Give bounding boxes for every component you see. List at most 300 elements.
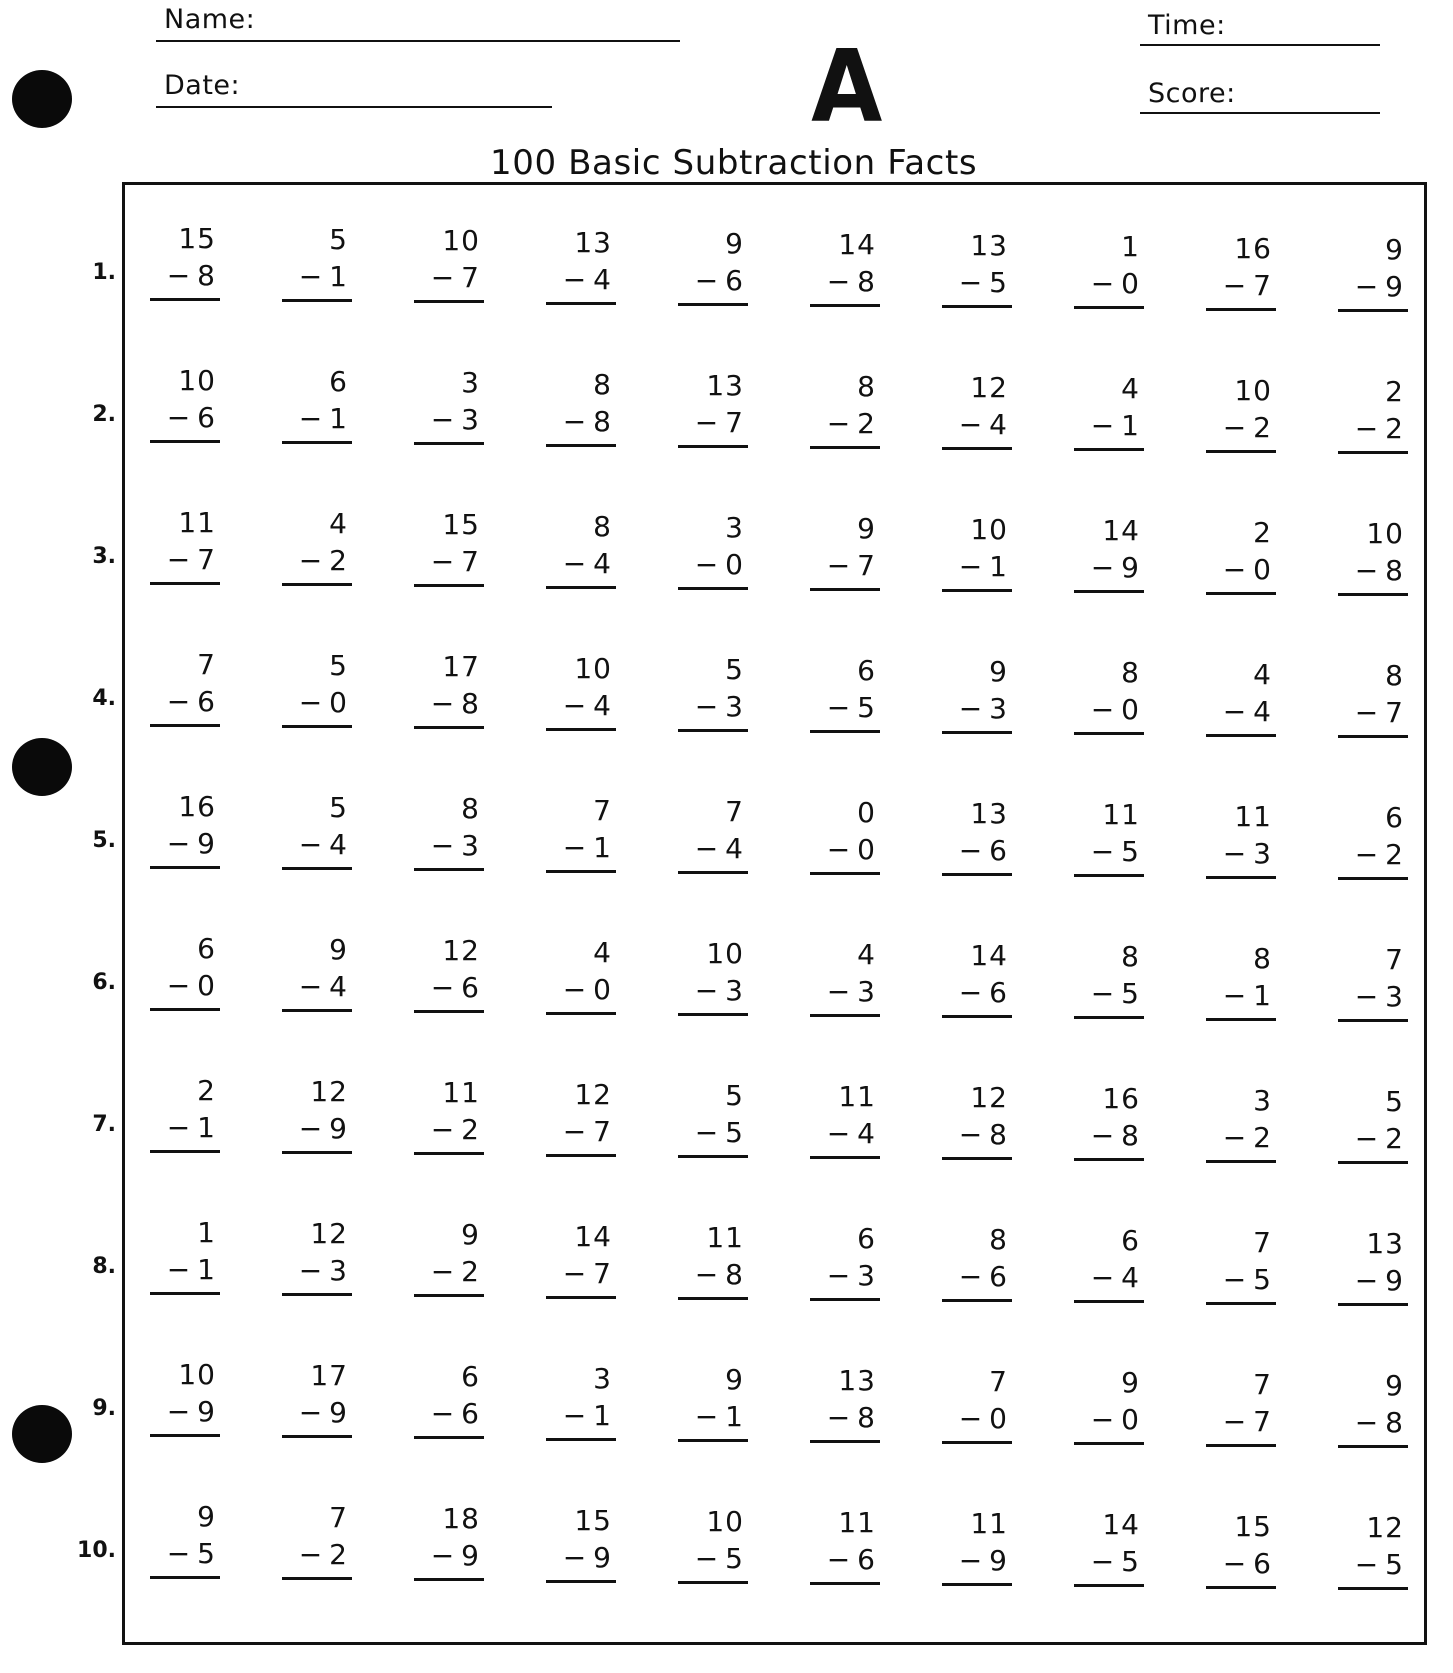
subtrahend <box>431 1255 480 1288</box>
answer-line[interactable] <box>1074 306 1144 309</box>
answer-line[interactable] <box>150 724 220 727</box>
minuend: 18 <box>442 1502 480 1536</box>
answer-line[interactable] <box>942 447 1012 450</box>
subtrahend-value: 4 <box>989 408 1008 442</box>
answer-line[interactable] <box>810 1582 880 1585</box>
answer-line[interactable] <box>282 725 352 728</box>
answer-line[interactable] <box>414 868 484 871</box>
subtrahend <box>827 975 876 1008</box>
subtrahend <box>1223 553 1272 586</box>
answer-line[interactable] <box>282 441 352 444</box>
answer-line[interactable] <box>678 871 748 874</box>
answer-line[interactable] <box>1338 451 1408 454</box>
answer-line[interactable] <box>546 1438 616 1441</box>
row-number: 1. <box>92 260 116 285</box>
subtrahend-value: 3 <box>461 403 480 437</box>
subtrahend-value: 7 <box>725 405 744 439</box>
answer-line[interactable] <box>150 866 220 869</box>
answer-line[interactable] <box>1206 308 1276 311</box>
subtrahend <box>563 1257 612 1290</box>
answer-line[interactable] <box>1338 1445 1408 1448</box>
minus-sign: − <box>958 550 984 584</box>
minuend: 4 <box>1253 657 1272 691</box>
subtrahend-value: 2 <box>329 1538 348 1572</box>
minuend: 12 <box>310 1075 348 1109</box>
answer-line[interactable] <box>546 302 616 305</box>
answer-line[interactable] <box>942 1583 1012 1586</box>
subtraction-problem <box>810 938 880 1018</box>
minus-sign: − <box>1090 267 1116 301</box>
subtrahend <box>1355 980 1404 1013</box>
minuend: 4 <box>1121 372 1140 406</box>
subtrahend-value: 2 <box>1385 1121 1404 1155</box>
subtrahend <box>431 1113 480 1146</box>
subtraction-problem <box>1074 1508 1144 1588</box>
minuend: 6 <box>461 1360 480 1394</box>
minuend: 13 <box>1366 1226 1404 1260</box>
answer-line[interactable] <box>282 1151 352 1154</box>
subtrahend <box>299 260 348 293</box>
answer-line[interactable] <box>1074 1442 1144 1445</box>
subtrahend-value: 5 <box>1121 1545 1140 1579</box>
subtrahend <box>1223 1263 1272 1296</box>
subtrahend-value: 9 <box>1121 551 1140 585</box>
answer-line[interactable] <box>150 298 220 301</box>
answer-line[interactable] <box>1206 1444 1276 1447</box>
answer-line[interactable] <box>678 1155 748 1158</box>
minus-sign: − <box>1222 836 1248 870</box>
minuend: 15 <box>574 1503 612 1537</box>
subtraction-problem <box>414 934 484 1014</box>
minuend: 17 <box>442 650 480 684</box>
subtrahend <box>431 829 480 862</box>
subtrahend <box>563 547 612 580</box>
row-number: 8. <box>92 1254 116 1279</box>
minuend: 1 <box>197 1216 216 1249</box>
date-field[interactable] <box>156 70 552 108</box>
minuend: 9 <box>1385 232 1404 266</box>
minus-sign: − <box>1090 977 1116 1011</box>
subtrahend-value: 6 <box>461 1397 480 1431</box>
subtraction-problem <box>150 648 220 728</box>
subtrahend-value: 2 <box>1253 1120 1272 1154</box>
minus-sign: − <box>562 688 588 722</box>
answer-line[interactable] <box>546 586 616 589</box>
answer-line[interactable] <box>1338 877 1408 880</box>
answer-line[interactable] <box>1074 732 1144 735</box>
subtraction-problem <box>546 226 616 306</box>
subtrahend-value: 9 <box>1385 269 1404 303</box>
answer-line[interactable] <box>810 872 880 875</box>
answer-line[interactable] <box>1074 1300 1144 1303</box>
minus-sign: − <box>826 691 852 724</box>
subtrahend-value: 4 <box>1121 1261 1140 1295</box>
answer-line[interactable] <box>1338 593 1408 596</box>
subtrahend <box>827 1543 876 1576</box>
answer-line[interactable] <box>414 1152 484 1155</box>
minus-sign: − <box>1354 269 1380 303</box>
subtrahend <box>695 1400 744 1433</box>
minus-sign: − <box>1354 1547 1380 1581</box>
minus-sign: − <box>1222 1262 1248 1296</box>
subtrahend <box>1091 1119 1140 1152</box>
minus-sign: − <box>562 1256 588 1290</box>
answer-line[interactable] <box>1074 1584 1144 1587</box>
minus-sign: − <box>298 402 324 436</box>
minuend: 5 <box>329 223 348 257</box>
minuend: 10 <box>1234 373 1272 407</box>
subtrahend <box>695 406 744 439</box>
subtraction-problem <box>678 937 748 1017</box>
answer-line[interactable] <box>546 1012 616 1015</box>
answer-line[interactable] <box>282 1435 352 1438</box>
subtrahend-value: 2 <box>461 1255 480 1289</box>
subtrahend <box>431 687 480 720</box>
answer-line[interactable] <box>1206 1160 1276 1163</box>
answer-line[interactable] <box>678 303 748 306</box>
answer-line[interactable] <box>942 1015 1012 1018</box>
row-number: 7. <box>92 1112 116 1137</box>
minus-sign: − <box>1090 1545 1116 1579</box>
subtraction-problem <box>414 224 484 304</box>
subtrahend-value: 9 <box>461 1539 480 1573</box>
answer-line[interactable] <box>678 1581 748 1584</box>
subtrahend <box>695 832 744 865</box>
answer-line[interactable] <box>942 305 1012 308</box>
subtrahend-value: 1 <box>593 830 612 864</box>
answer-line[interactable] <box>1074 590 1144 593</box>
subtrahend-value: 6 <box>989 976 1008 1010</box>
minus-sign: − <box>1222 410 1248 444</box>
minuend: 13 <box>574 225 612 259</box>
minus-sign: − <box>694 1257 720 1291</box>
answer-line[interactable] <box>1074 1158 1144 1161</box>
minuend: 0 <box>857 796 876 829</box>
subtraction-problem <box>1206 516 1276 596</box>
answer-line[interactable] <box>942 1441 1012 1444</box>
subtraction-problem <box>678 653 748 733</box>
subtraction-problem <box>1206 942 1276 1022</box>
answer-line[interactable] <box>678 587 748 590</box>
answer-line[interactable] <box>1074 874 1144 877</box>
minuend: 11 <box>970 1507 1008 1541</box>
answer-line[interactable] <box>546 444 616 447</box>
minus-sign: − <box>694 1541 720 1575</box>
minuend: 9 <box>1121 1366 1140 1400</box>
score-field[interactable] <box>1140 78 1380 114</box>
answer-line[interactable] <box>414 1578 484 1581</box>
answer-line[interactable] <box>150 582 220 585</box>
subtraction-problem <box>546 368 616 448</box>
subtrahend <box>827 691 876 724</box>
answer-line[interactable] <box>282 1293 352 1296</box>
answer-line[interactable] <box>810 304 880 307</box>
answer-line[interactable] <box>546 728 616 731</box>
minuend: 8 <box>1121 656 1140 690</box>
answer-line[interactable] <box>282 867 352 870</box>
subtrahend-value: 0 <box>1121 693 1140 727</box>
time-field[interactable] <box>1140 10 1380 46</box>
subtrahend <box>431 261 480 294</box>
subtrahend <box>695 974 744 1007</box>
minus-sign: − <box>298 1112 324 1146</box>
minuend: 6 <box>329 365 348 399</box>
answer-line[interactable] <box>1206 1302 1276 1305</box>
answer-line[interactable] <box>1338 1303 1408 1306</box>
minus-sign: − <box>166 1537 192 1570</box>
minuend: 5 <box>329 649 348 683</box>
minus-sign: − <box>826 549 852 582</box>
answer-line[interactable] <box>678 729 748 732</box>
answer-line[interactable] <box>150 1292 220 1295</box>
answer-line[interactable] <box>282 1577 352 1580</box>
minus-sign: − <box>826 1117 852 1150</box>
subtraction-problem <box>1074 940 1144 1020</box>
minus-sign: − <box>298 1538 324 1572</box>
minus-sign: − <box>1354 979 1380 1013</box>
subtrahend-value: 2 <box>329 544 348 578</box>
subtrahend-value: 4 <box>1253 694 1272 728</box>
subtrahend-value: 6 <box>989 1260 1008 1294</box>
subtrahend-value: 2 <box>461 1113 480 1147</box>
subtrahend-value: 9 <box>329 1396 348 1430</box>
subtrahend <box>959 834 1008 867</box>
answer-line[interactable] <box>414 584 484 587</box>
subtrahend-value: 5 <box>197 1537 216 1570</box>
minuend: 8 <box>1385 658 1404 692</box>
subtrahend <box>1355 412 1404 445</box>
subtraction-problem <box>942 1507 1012 1587</box>
subtrahend-value: 4 <box>725 831 744 865</box>
subtrahend <box>167 1111 216 1144</box>
subtraction-problem <box>546 936 616 1016</box>
subtrahend <box>827 1117 876 1150</box>
subtraction-problem <box>150 932 220 1012</box>
minus-sign: − <box>1354 1121 1380 1155</box>
minuend: 3 <box>1253 1083 1272 1117</box>
answer-line[interactable] <box>678 1439 748 1442</box>
worksheet-title: 100 Basic Subtraction Facts <box>490 143 978 183</box>
subtraction-problem <box>1074 1082 1144 1162</box>
answer-line[interactable] <box>546 870 616 873</box>
subtrahend <box>299 828 348 861</box>
minuend: 3 <box>461 366 480 400</box>
subtrahend-value: 3 <box>857 975 876 1008</box>
minuend: 14 <box>1102 1508 1140 1542</box>
subtrahend <box>1355 270 1404 303</box>
binder-hole-top <box>12 70 72 128</box>
subtraction-problem <box>546 510 616 590</box>
answer-line[interactable] <box>1338 309 1408 312</box>
subtraction-problem <box>1206 800 1276 880</box>
minuend: 12 <box>442 934 480 968</box>
minuend: 8 <box>1121 940 1140 974</box>
answer-line[interactable] <box>1206 1586 1276 1589</box>
minus-sign: − <box>694 1115 720 1149</box>
subtrahend-value: 6 <box>989 834 1008 868</box>
subtrahend-value: 0 <box>1121 267 1140 301</box>
minus-sign: − <box>430 261 456 295</box>
answer-line[interactable] <box>678 445 748 448</box>
answer-line[interactable] <box>1074 1016 1144 1019</box>
minus-sign: − <box>694 547 720 581</box>
answer-line[interactable] <box>414 1436 484 1439</box>
answer-line[interactable] <box>678 1013 748 1016</box>
minus-sign: − <box>562 972 588 1006</box>
subtraction-problem <box>810 512 880 592</box>
subtraction-problem <box>150 1216 220 1296</box>
answer-line[interactable] <box>414 1010 484 1013</box>
subtraction-problem <box>282 223 352 303</box>
answer-line[interactable] <box>810 446 880 449</box>
subtrahend-value: 3 <box>725 973 744 1007</box>
minuend: 2 <box>1385 374 1404 408</box>
minuend: 7 <box>197 648 216 681</box>
subtrahend <box>1223 269 1272 302</box>
answer-line[interactable] <box>546 1296 616 1299</box>
minus-sign: − <box>1090 835 1116 869</box>
minus-sign: − <box>1354 837 1380 871</box>
answer-line[interactable] <box>942 731 1012 734</box>
answer-line[interactable] <box>1338 1019 1408 1022</box>
subtrahend <box>563 1541 612 1574</box>
answer-line[interactable] <box>1206 1018 1276 1021</box>
subtrahend-value: 8 <box>857 1401 876 1434</box>
answer-line[interactable] <box>942 1299 1012 1302</box>
subtrahend <box>827 549 876 582</box>
minuend: 9 <box>461 1218 480 1252</box>
answer-line[interactable] <box>1206 592 1276 595</box>
answer-line[interactable] <box>810 588 880 591</box>
answer-line[interactable] <box>414 442 484 445</box>
minuend: 8 <box>857 370 876 403</box>
answer-line[interactable] <box>150 440 220 443</box>
minuend: 5 <box>725 652 744 686</box>
subtrahend-value: 0 <box>1121 1403 1140 1437</box>
answer-line[interactable] <box>678 1297 748 1300</box>
answer-line[interactable] <box>546 1580 616 1583</box>
answer-line[interactable] <box>1206 450 1276 453</box>
subtrahend <box>827 833 876 866</box>
subtrahend-value: 6 <box>857 1543 876 1576</box>
subtrahend <box>959 1118 1008 1151</box>
answer-line[interactable] <box>1206 876 1276 879</box>
subtrahend <box>1355 1548 1404 1581</box>
minus-sign: − <box>298 686 324 720</box>
minus-sign: − <box>1222 268 1248 302</box>
subtrahend-value: 8 <box>1121 1119 1140 1153</box>
answer-line[interactable] <box>282 1009 352 1012</box>
minuend: 16 <box>1102 1082 1140 1116</box>
answer-line[interactable] <box>150 1576 220 1579</box>
answer-line[interactable] <box>414 726 484 729</box>
minuend: 7 <box>1253 1367 1272 1401</box>
minus-sign: − <box>826 833 852 866</box>
subtraction-problem <box>282 791 352 871</box>
answer-line[interactable] <box>414 300 484 303</box>
answer-line[interactable] <box>1206 734 1276 737</box>
subtraction-problem <box>1206 1510 1276 1590</box>
name-field[interactable] <box>156 4 680 42</box>
answer-line[interactable] <box>810 1014 880 1017</box>
subtrahend <box>695 548 744 581</box>
subtrahend-value: 6 <box>461 971 480 1005</box>
subtrahend <box>431 1397 480 1430</box>
answer-line[interactable] <box>150 1150 220 1153</box>
answer-line[interactable] <box>810 1298 880 1301</box>
minuend: 14 <box>838 228 876 261</box>
answer-line[interactable] <box>1338 1587 1408 1590</box>
subtrahend <box>1223 1405 1272 1438</box>
subtrahend <box>827 1401 876 1434</box>
subtrahend <box>1091 1545 1140 1578</box>
minus-sign: − <box>166 1395 192 1428</box>
answer-line[interactable] <box>282 583 352 586</box>
version-letter: A <box>811 28 883 145</box>
answer-line[interactable] <box>1338 1161 1408 1164</box>
minus-sign: − <box>958 1260 984 1294</box>
subtraction-problem <box>1074 656 1144 736</box>
subtraction-problem <box>414 1076 484 1156</box>
minuend: 9 <box>725 1362 744 1396</box>
subtraction-problem <box>810 228 880 308</box>
subtraction-problem <box>1338 659 1408 739</box>
subtraction-problem <box>1206 232 1276 312</box>
subtrahend-value: 3 <box>329 1254 348 1288</box>
subtrahend-value: 4 <box>593 688 612 722</box>
answer-line[interactable] <box>810 730 880 733</box>
subtrahend-value: 0 <box>593 972 612 1006</box>
answer-line[interactable] <box>282 299 352 302</box>
subtrahend-value: 8 <box>1385 553 1404 587</box>
subtrahend-value: 5 <box>857 691 876 724</box>
answer-line[interactable] <box>942 589 1012 592</box>
subtraction-problem <box>414 1502 484 1582</box>
answer-line[interactable] <box>810 1156 880 1159</box>
minuend: 10 <box>1366 516 1404 550</box>
subtrahend-value: 0 <box>1253 552 1272 586</box>
subtrahend-value: 8 <box>593 404 612 438</box>
subtraction-problem <box>282 1217 352 1297</box>
subtraction-problem <box>942 229 1012 309</box>
subtrahend-value: 4 <box>593 262 612 296</box>
minus-sign: − <box>562 546 588 580</box>
answer-line[interactable] <box>1074 448 1144 451</box>
subtrahend-value: 9 <box>1385 1263 1404 1297</box>
minus-sign: − <box>562 830 588 864</box>
subtrahend-value: 3 <box>461 829 480 863</box>
answer-line[interactable] <box>150 1008 220 1011</box>
minus-sign: − <box>1090 1261 1116 1295</box>
answer-line[interactable] <box>942 1157 1012 1160</box>
minus-sign: − <box>1090 551 1116 585</box>
subtraction-problem <box>150 1358 220 1438</box>
answer-line[interactable] <box>546 1154 616 1157</box>
answer-line[interactable] <box>942 873 1012 876</box>
minus-sign: − <box>166 1111 192 1144</box>
subtrahend-value: 3 <box>1385 979 1404 1013</box>
minus-sign: − <box>562 1398 588 1432</box>
subtraction-problem <box>150 222 220 302</box>
minus-sign: − <box>298 1396 324 1430</box>
answer-line[interactable] <box>810 1440 880 1443</box>
answer-line[interactable] <box>150 1434 220 1437</box>
minus-sign: − <box>298 544 324 578</box>
minus-sign: − <box>298 1254 324 1288</box>
answer-line[interactable] <box>414 1294 484 1297</box>
answer-line[interactable] <box>1338 735 1408 738</box>
minus-sign: − <box>1354 411 1380 445</box>
